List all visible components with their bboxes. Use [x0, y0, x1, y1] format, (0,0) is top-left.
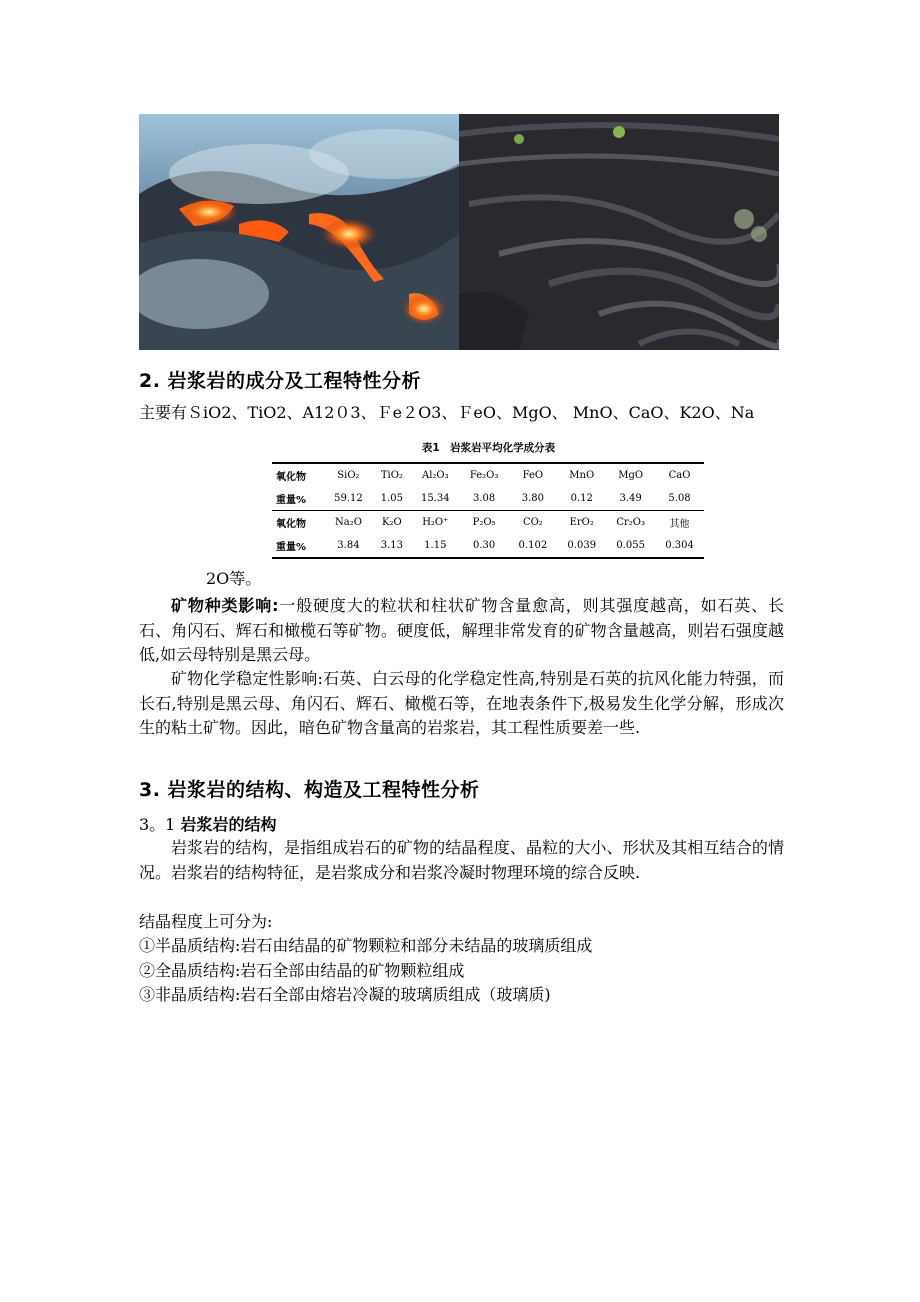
table-row: [272, 511, 704, 535]
list-item: ①半晶质结构:岩石由结晶的矿物颗粒和部分未结晶的玻璃质组成: [139, 936, 593, 955]
lava-photos: [139, 114, 779, 350]
table-cell: 0.102: [518, 540, 548, 551]
list-intro: 结晶程度上可分为:: [139, 912, 273, 931]
row-label: 氧化物: [276, 472, 306, 483]
mineral-stability-paragraph: 矿物化学稳定性影响:石英、白云母的化学稳定性高,特别是石英的抗风化能力特强，而长石,特别是黑云母、角闪石、辉石、橄榄石等，在地表条件下,极易发生化学分解，形成次生的粘土矿物。因此，暗色矿物含量高的岩浆岩，其工程性质要差一些.: [139, 669, 784, 737]
table-cell: Na₂O: [334, 517, 362, 528]
mineral-type-label: 矿物种类影响:: [171, 596, 279, 615]
structure-paragraph: 岩浆岩的结构，是指组成岩石的矿物的结晶程度、晶粒的大小、形状及其相互结合的情况。岩浆岩的结构特征，是岩浆成分和岩浆冷凝时物理环境的综合反映.: [139, 838, 784, 882]
row-label: 重量%: [276, 495, 307, 506]
table-cell: 0.055: [616, 540, 645, 551]
table-row: [272, 534, 704, 558]
table-cell: FeO: [522, 470, 544, 481]
table-cell: 15.34: [420, 493, 450, 504]
table-cell: 3.49: [619, 493, 642, 504]
mineral-type-text: 一般硬度大的粒状和柱状矿物含量愈高，则其强度越高，如石英、长石、角闪石、辉石和橄榄石等矿物。硬度低，解理非常发育的矿物含量越高，则岩石强度越低,如云母特别是黑云母。: [139, 596, 784, 664]
table-cell: 0.12: [570, 493, 593, 504]
table-cell: ErO₂: [569, 517, 594, 528]
table-cell: MgO: [618, 470, 644, 481]
oxide-list-tail: 2O等。: [206, 569, 262, 588]
table-cell: P₂O₅: [472, 517, 496, 528]
section2-heading: 2. 岩浆岩的成分及工程特性分析: [139, 370, 422, 392]
chem-table: [272, 462, 704, 559]
table-cell: 0.039: [567, 540, 597, 551]
list-item: ③非晶质结构:岩石全部由熔岩冷凝的玻璃质组成（玻璃质): [139, 985, 551, 1004]
table-title: 表1 岩浆岩平均化学成分表: [421, 442, 556, 454]
chemical-composition-table: [270, 440, 707, 576]
table-cell: CaO: [668, 470, 691, 481]
table-cell: Cr₂O₃: [616, 517, 645, 528]
table-row: [272, 463, 704, 487]
table-cell: 其他: [669, 519, 690, 530]
subsection-heading: [139, 813, 784, 837]
table-cell: TiO₂: [380, 470, 403, 481]
table-cell: 3.13: [380, 540, 403, 551]
table-cell: CO₂: [522, 517, 543, 528]
table-cell: 1.05: [380, 493, 403, 504]
table-cell: 1.15: [424, 540, 447, 551]
table-cell: SiO₂: [337, 470, 360, 481]
table-cell: MnO: [569, 470, 595, 481]
table-cell: 59.12: [334, 493, 363, 504]
section3-heading: 3. 岩浆岩的结构、构造及工程特性分析: [139, 779, 480, 801]
table-cell: Fe₂O₃: [469, 470, 499, 481]
table-cell: 0.30: [472, 540, 496, 551]
mineral-type-paragraph: [139, 594, 784, 668]
row-label: 重量%: [276, 542, 307, 553]
row-label: 氧化物: [276, 519, 306, 530]
table-cell: H₂O⁺: [422, 517, 449, 528]
oxide-list-text: 主要有ＳiO2、TiO2、A12０3、Ｆe２O3、ＦeO、MgO、 MnO、CaO、K2O、Na: [139, 403, 755, 422]
table-cell: 3.08: [472, 493, 496, 504]
table-cell: K₂O: [382, 517, 402, 528]
cooled-lava-photo: [459, 114, 779, 350]
flowing-lava-photo: [139, 114, 459, 350]
table-cell: 3.80: [521, 493, 544, 504]
subsection-number: 3。1: [139, 815, 176, 834]
subsection-title: 岩浆岩的结构: [180, 815, 277, 834]
table-cell: 3.84: [337, 540, 360, 551]
table-cell: 5.08: [668, 493, 691, 504]
table-cell: Al₂O₃: [421, 470, 449, 481]
table-row: [272, 487, 704, 511]
list-item: ②全晶质结构:岩石全部由结晶的矿物颗粒组成: [139, 961, 465, 980]
table-cell: 0.304: [665, 540, 694, 551]
